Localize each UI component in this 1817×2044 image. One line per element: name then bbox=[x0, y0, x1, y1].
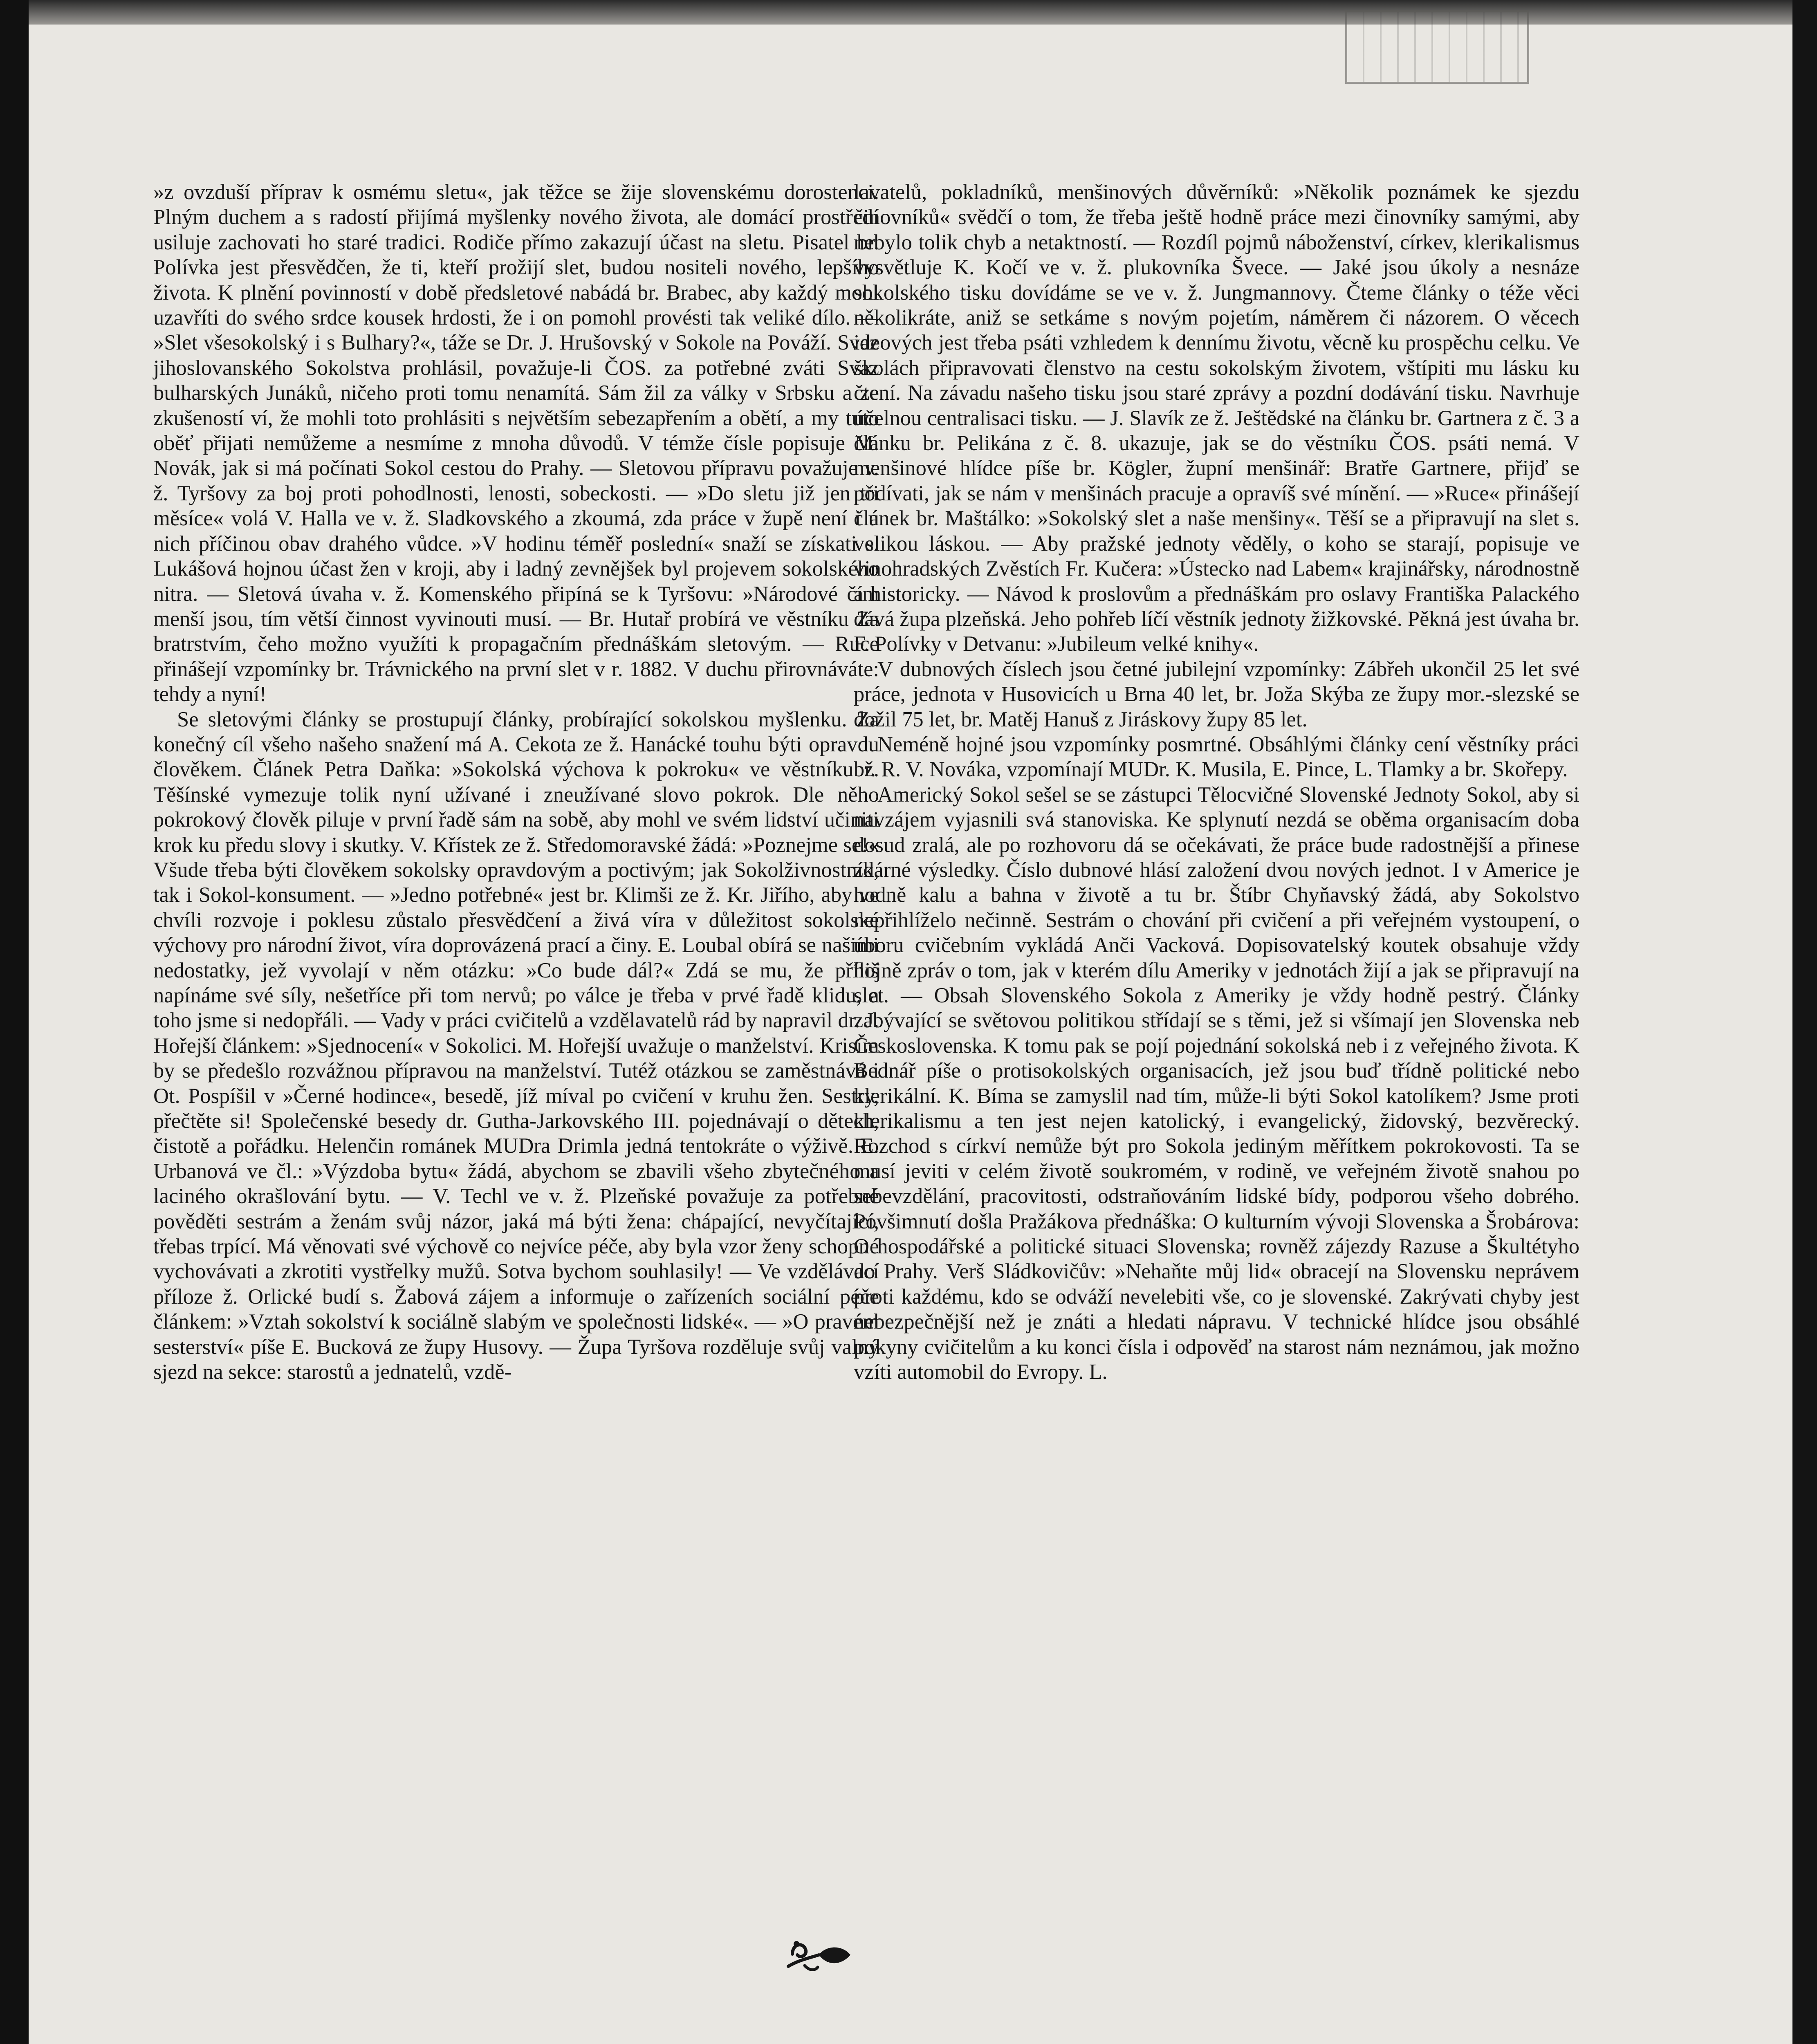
left-paragraph-2: Se sletovými články se prostupují články, probírající sokolskou myšlenku. Za konečný cíl všeho našeho snažení má A. Cekota ze ž. Hanácké touhu býti opravdu člověkem. Článek Petra Daňka: »Sokolská výchova k pokroku« ve věstníku ž. Těšínské vymezuje tolik nyní užívané i zneužívané slovo pokrok. Dle něho pokrokový člověk piluje v první řadě sám na sobě, aby mohl ve svém lidství učiniti krok ku předu slovy i skutky. V. Křístek ze ž. Středomoravské žádá: »Poznejme se!« Všude třeba býti člověkem sokolsky opravdovým a poctivým; jak Sokolživnostník, tak i Sokol-konsument. — »Jedno potřebné« jest br. Klimši ze ž. Kr. Jiřího, aby ve chvíli rozvoje i poklesu zůstalo přesvědčení a živá víra v důležitost sokolské výchovy pro národní život, víra doprovázená prací a činy. E. Loubal obírá se našimi nedostatky, jež vyvolají v něm otázku: »Co bude dál?« Zdá se mu, že příliš napínáme své síly, nešetříce při tom nervů; po válce je třeba v prvé řadě klidu, a toho jsme si nedopřáli. — Vady v práci cvičitelů a vzdělavatelů rád by napravil dr. J. Hořejší článkem: »Sjednocení« v Sokolici. M. Hořejší uvažuje o manželství. Krisím by se předešlo rozvážnou přípravou na manželství. Tutéž otázkou se zaměstnává i Ot. Pospíšil v »Černé hodince«, besedě, jíž míval po cvičení v kruhu žen. Sestry, přečtěte si! Společenské besedy dr. Gutha-Jarkovského III. pojednávají o dětech, čistotě a pořádku. Helenčin románek MUDra Drimla jedná tentokráte o výživě. E. Urbanová ve čl.: »Výzdoba bytu« žádá, abychom se zbavili všeho zbytečného a laciného okrašlování bytu. — V. Techl ve v. ž. Plzeňské považuje za potřebné pověděti sestrám a ženám svůj názor, jaká má býti žena: chápající, nevyčítající, třebas trpící. Má věnovati své výchově co nejvíce péče, aby byla vzor ženy schopné vychovávati a zkrotiti vystřelky mužů. Sotva bychom souhlasily! — Ve vzdělávací příloze ž. Orlické budí s. Žabová zájem a informuje o zařízeních sociální péče článkem: »Vztah sokolství k sociálně slabým ve společnosti lidské«. — »O pravém sesterství« píše E. Bucková ze župy Husovy. — Župa Tyršova rozděluje svůj valný sjezd na sekce: starostů a jednatelů, vzdě- bbox=[153, 707, 879, 1384]
document-page bbox=[29, 25, 1792, 2044]
right-paragraph-2: V dubnových číslech jsou četné jubilejní vzpomínky: Zábřeh ukončil 25 let své práce, jednota v Husovicích u Brna 40 let, br. Joža Skýba ze župy mor.-slezské se dožil 75 let, br. Matěj Hanuš z Jiráskovy župy 85 let. bbox=[854, 657, 1579, 731]
library-stamp bbox=[1345, 10, 1529, 84]
left-column bbox=[153, 180, 879, 1385]
scan-border-top bbox=[0, 0, 1817, 25]
right-paragraph-1: lavatelů, pokladníků, menšinových důvěrníků: »Několik poznámek ke sjezdu činovníků« svědčí o tom, že třeba ještě hodně práce mezi činovníky samými, aby nebylo tolik chyb a netaktností. — Rozdíl pojmů náboženství, církev, klerikalismus vysvětluje K. Kočí ve v. ž. plukovníka Švece. — Jaké jsou úkoly a nesnáze sokolského tisku dovídáme se ve v. ž. Jungmannovy. Čteme články o téže věci několikráte, aniž se setkáme s novým pojetím, náměrem či názorem. O věcech ideových jest třeba psáti vzhledem k dennímu životu, věcně ku prospěchu celku. Ve školách připravovati členstvo na cestu sokolským životem, vštípiti mu lásku ku čtení. Na závadu našeho tisku jsou staré zprávy a pozdní dodávání tisku. Navrhuje účelnou centralisaci tisku. — J. Slavík ze ž. Ještědské na článku br. Gartnera z č. 3 a článku br. Pelikána z č. 8. ukazuje, jak se do věstníku ČOS. psáti nemá. V menšinové hlídce píše br. Kögler, župní menšinář: Bratře Gartnere, přijď se podívati, jak se nám v menšinách pracuje a opravíš své mínění. — »Ruce« přinášejí článek br. Maštálko: »Sokolský slet a naše menšiny«. Těší se a připravují na slet s. velikou láskou. — Aby pražské jednoty věděly, o koho se starají, popisuje ve vinohradských Zvěstích Fr. Kučera: »Ústecko nad Labem« krajinářsky, národnostně a historicky. — Návod k proslovům a přednáškám pro oslavy Františka Palackého dává župa plzeňská. Jeho pohřeb líčí věstník jednoty žižkovské. Pěkná jest úvaha br. F. Polívky v Detvanu: »Jubileum velké knihy«. bbox=[854, 180, 1579, 656]
left-paragraph-1: »z ovzduší příprav k osmému sletu«, jak těžce se žije slovenskému dorostenci. Plným duchem a s radostí přijímá myšlenky nového života, ale domácí prostředí usiluje zachovati ho staré tradici. Rodiče přímo zakazují účast na sletu. Pisatel br. Polívka jest přesvědčen, že ti, kteří prožijí slet, budou nositeli nového, lepšího života. K plnění povinností v době předsletové nabádá br. Brabec, aby každý mohl uzavříti do svého srdce kousek hrdosti, že i on pomohl provésti tak veliké dílo. — »Slet všesokolský i s Bulhary?«, táže se Dr. J. Hrušovský v Sokole na Pováží. Svaz jihoslovanského Sokolstva prohlásil, považuje-li ČOS. za potřebné zváti Svaz bulharských Junáků, ničeho proti tomu nenamítá. Sám žil za války v Srbsku a ze zkušeností ví, že mohli toto prohlásiti s největším sebezapřením a obětí, a my tuto oběť přijati nemůžeme a nesmíme z mnoha důvodů. V témže čísle popisuje M. Novák, jak si má počínati Sokol cestou do Prahy. — Sletovou přípravu považuje v. ž. Tyršovy za boj proti pohodlnosti, lenosti, sobeckosti. — »Do sletu již jen tři měsíce« volá V. Halla ve v. ž. Sladkovského a zkoumá, zda práce v župě není i u nich příčinou obav drahého vůdce. »V hodinu téměř poslední« snaží se získati s. Lukášová hojnou účast žen v kroji, aby i ladný zevnějšek byl projevem sokolského nitra. — Sletová úvaha v. ž. Komenského připíná se k Tyršovu: »Národové čím menší jsou, tím větší činnost vyvinouti musí. — Br. Hutař probírá ve věstníku Za bratrstvím, čeho možno využíti k propagačním přednáškám sletovým. — Ruce přinášejí vzpomínky br. Trávnického na první slet v r. 1882. V duchu přirovnáváte: tehdy a nyní! bbox=[153, 180, 879, 706]
right-paragraph-3: Neméně hojné jsou vzpomínky posmrtné. Obsáhlými články cení věstníky práci br. R. V. Nováka, vzpomínají MUDr. K. Musila, E. Pince, L. Tlamky a br. Skořepy. bbox=[854, 732, 1579, 782]
floral-ornament-icon bbox=[780, 1930, 862, 1979]
right-paragraph-4: Americký Sokol sešel se se zástupci Tělocvičné Slovenské Jednoty Sokol, aby si navzájem vyjasnili svá stanoviska. Ke splynutí nezdá se oběma organisacím doba dosud zralá, ale po rozhovoru dá se očekávati, že práce bude radostnější a přinese zdárné výsledky. Číslo dubnové hlásí založení dvou nových jednot. I v Americe je hodně kalu a bahna v životě a tu br. Štíbr Chyňavský žádá, aby Sokolstvo nepřihlíželo nečinně. Sestrám o chování při cvičení a při veřejném vystoupení, o úboru cvičebním vykládá Anči Vacková. Dopisovatelský koutek obsahuje vždy hojně zpráv o tom, jak v kterém dílu Ameriky v jednotách žijí a jak se připravují na slet. — Obsah Slovenského Sokola z Ameriky je vždy hodně pestrý. Články zabývající se světovou politikou střídají se s těmi, jež si všímají jen Slovenska neb Československa. K tomu pak se pojí pojednání sokolská neb i z veřejného života. K Bednář píše o protisokolských organisacích, jež jsou buď třídně politické nebo klerikální. K. Bíma se zamyslil nad tím, může-li býti Sokol katolíkem? Jsme proti klerikalismu a ten jest nejen katolický, i evangelický, židovský, bezvěrecký. Rozchod s církví nemůže být pro Sokola jediným měřítkem pokrokovosti. Ta se musí jeviti v celém životě soukromém, v rodině, ve veřejném životě snahou po sebevzdělání, pracovitosti, odstraňováním lidské bídy, podporou všeho dobrého. Povšimnutí došla Pražákova přednáška: O kulturním vývoji Slovenska a Šrobárova: O hospodářské a politické situaci Slovenska; rovněž zájezdy Razuse a Škultétyho do Prahy. Verš Sládkovičův: »Nehaňte můj lid« obracejí na Slovensku neprávem proti každému, kdo se odváží nevelebiti vše, co je slovenské. Zakrývati chyby jest nebezpečnější než je znáti a hledati nápravu. V technické hlídce jsou obsáhlé pokyny cvičitelům a ku konci čísla i odpověď na starost nám neznámou, jak možno vzíti automobil do Evropy. L. bbox=[854, 782, 1579, 1384]
right-column bbox=[854, 180, 1579, 1385]
scan-border-left bbox=[0, 0, 29, 2044]
scan-border-right bbox=[1792, 0, 1817, 2044]
